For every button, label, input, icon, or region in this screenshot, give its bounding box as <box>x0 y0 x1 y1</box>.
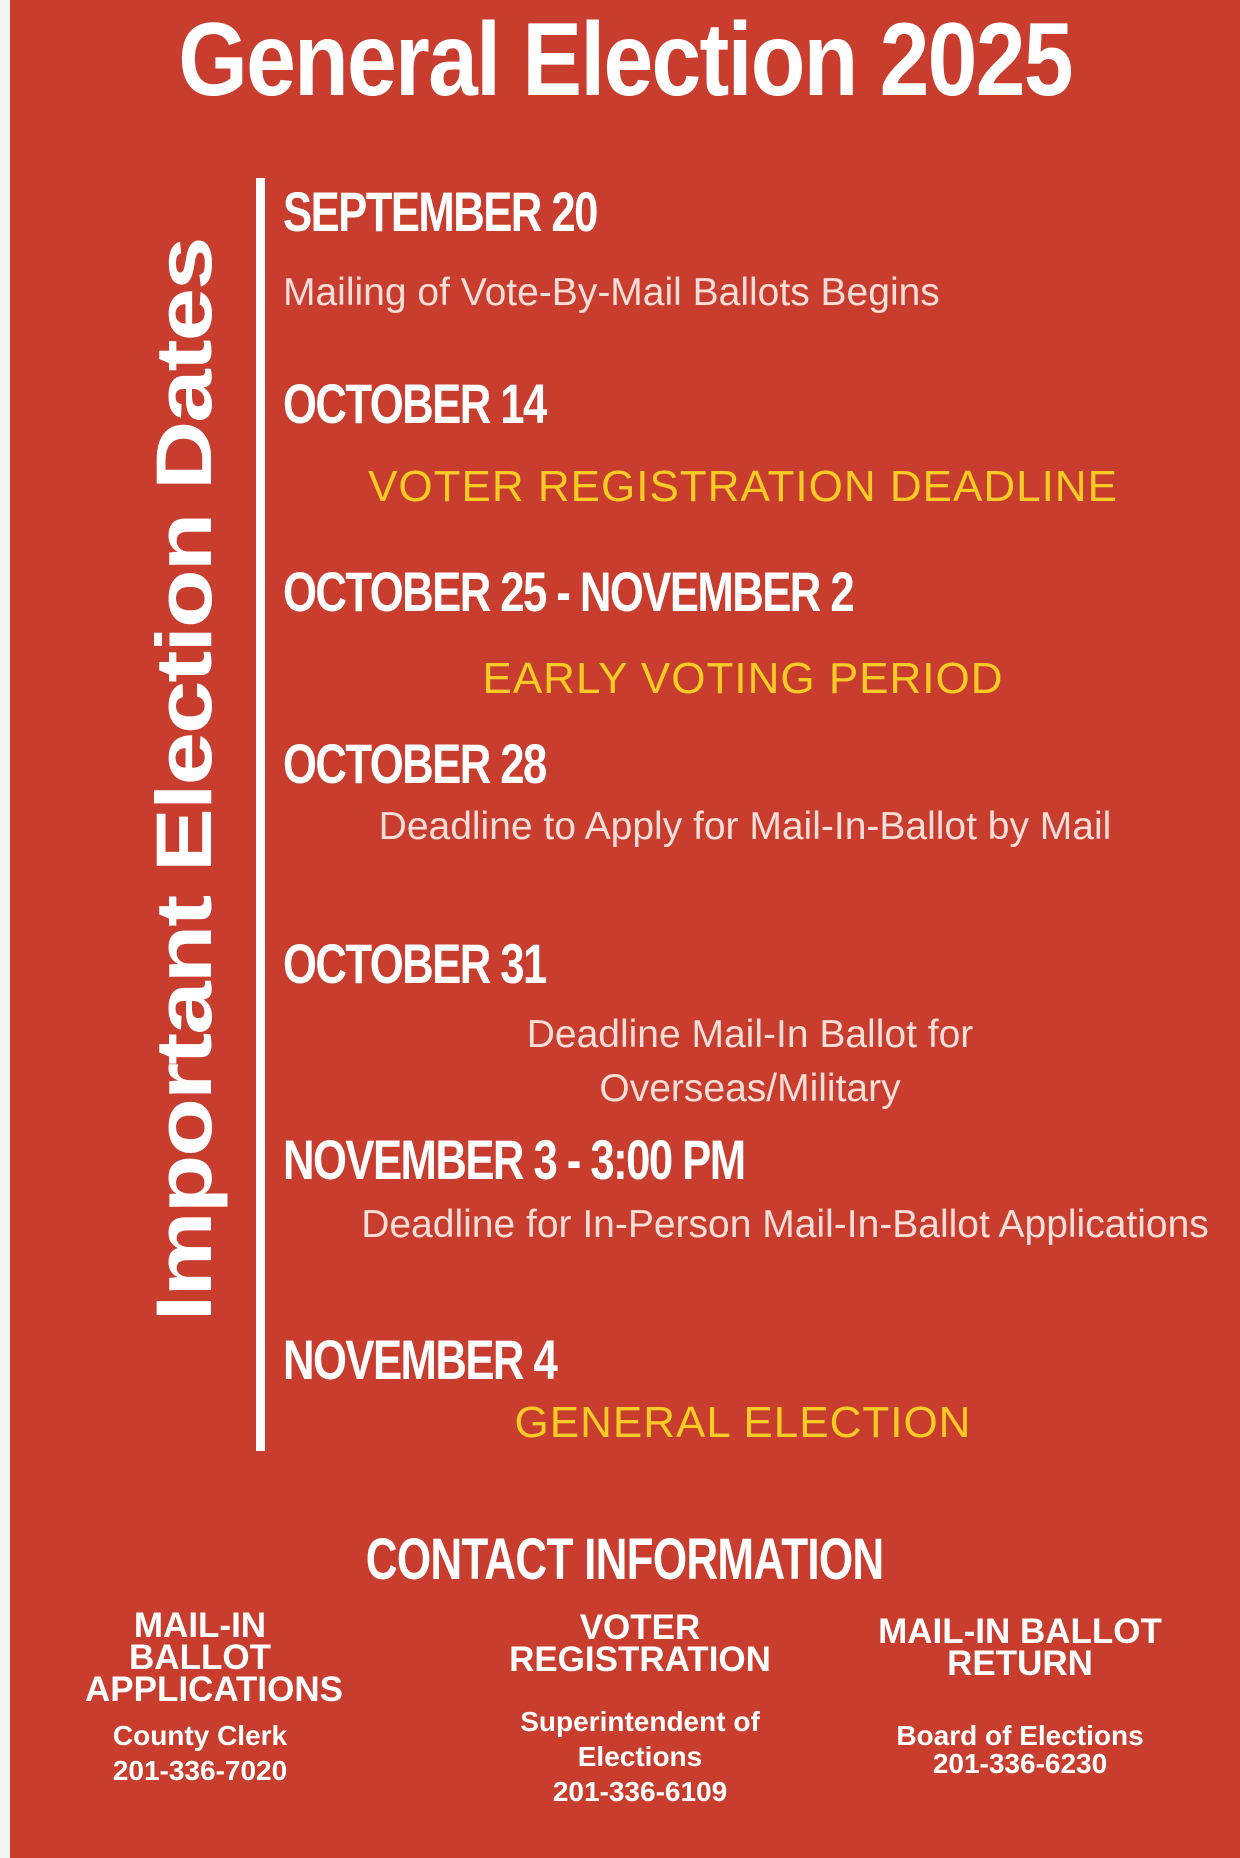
contact-title-text: CONTACT INFORMATION <box>366 1527 884 1592</box>
left-margin-strip <box>0 0 10 1858</box>
contact-column-heading: MAIL-IN BALLOT RETURN <box>878 1612 1162 1683</box>
contact-column-heading: MAIL-IN BALLOT APPLICATIONS <box>85 1606 343 1709</box>
side-label-text: Important Election Dates <box>140 238 229 1322</box>
contact-office: County Clerk <box>112 1720 288 1751</box>
timeline-date-4: OCTOBER 28 <box>283 732 546 795</box>
contact-office: Superintendent of Elections <box>520 1706 760 1772</box>
timeline-desc-6: Deadline for In-Person Mail-In-Ballot Applications <box>361 1203 1209 1246</box>
timeline-desc-1: Mailing of Vote-By-Mail Ballots Begins <box>283 271 940 314</box>
contact-phone: 201-336-6109 <box>552 1776 728 1807</box>
timeline-divider <box>256 178 265 1451</box>
timeline-desc-5: Deadline Mail-In Ballot for Overseas/Military <box>526 1013 974 1110</box>
timeline-highlight-2: VOTER REGISTRATION DEADLINE <box>368 462 1118 511</box>
election-poster <box>10 0 1240 1858</box>
timeline-desc-4: Deadline to Apply for Mail-In-Ballot by Mail <box>378 805 1112 848</box>
contact-column-heading: VOTER REGISTRATION <box>509 1608 771 1679</box>
contact-office: Board of Elections <box>896 1720 1144 1751</box>
contact-column-mail-in-return <box>830 1612 1210 1779</box>
side-label <box>130 239 240 1322</box>
contact-column-mail-in-applications <box>30 1606 370 1788</box>
contact-title <box>10 1528 1240 1592</box>
contact-column-voter-registration <box>470 1608 810 1809</box>
timeline-date-2: OCTOBER 14 <box>283 372 546 435</box>
contact-phone: 201-336-7020 <box>112 1755 288 1786</box>
poster-title: General Election 2025 <box>178 2 1072 118</box>
contact-phone: 201-336-6230 <box>932 1748 1108 1779</box>
timeline-highlight-7: GENERAL ELECTION <box>514 1398 972 1447</box>
timeline-date-1: SEPTEMBER 20 <box>283 180 597 243</box>
timeline-date-3: OCTOBER 25 - NOVEMBER 2 <box>283 560 854 623</box>
timeline-highlight-3: EARLY VOTING PERIOD <box>482 654 1004 703</box>
timeline-date-5: OCTOBER 31 <box>283 932 546 995</box>
timeline-date-6: NOVEMBER 3 - 3:00 PM <box>283 1128 745 1191</box>
timeline-date-7: NOVEMBER 4 <box>283 1328 557 1391</box>
